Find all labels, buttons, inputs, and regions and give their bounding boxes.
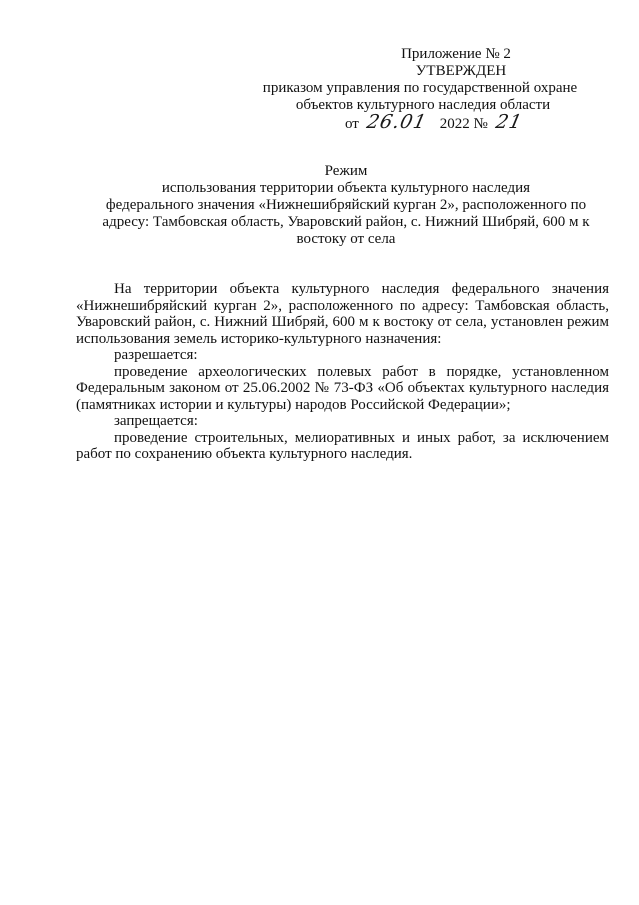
forbidden-label: запрещается:	[114, 413, 198, 429]
order-date-line	[345, 111, 525, 133]
title-line-1: Режим	[324, 163, 368, 179]
title-line-3: федерального значения «Нижнешибряйский курган 2», расположенного по	[105, 197, 587, 213]
handwritten-number: 21	[493, 111, 525, 133]
document-body	[76, 281, 609, 463]
order-line-1: приказом управления по государственной охране	[262, 80, 578, 96]
order-line-2: объектов культурного наследия области	[295, 97, 551, 113]
intro-paragraph: На территории объекта культурного наследия федерального значения «Нижнешибряйский курган 2», расположенного по адресу: Тамбовская область, Уваровский район, с. Нижний Шибряй, 600 м к востоку от села, установлен режим использования земель историко-культурного назначения:	[76, 281, 609, 347]
title-line-5: востоку от села	[296, 231, 396, 247]
date-prefix: от	[345, 116, 359, 132]
year-number-prefix: 2022 №	[439, 116, 488, 132]
appendix-number: Приложение № 2	[401, 46, 511, 62]
appendix-header	[255, 46, 585, 114]
forbidden-paragraph: проведение строительных, мелиоративных и иных работ, за исключением работ по сохранению объекта культурного наследия.	[76, 429, 609, 462]
allowed-label: разрешается:	[114, 347, 198, 363]
approved-label: УТВЕРЖДЕН	[415, 63, 507, 79]
title-line-2: использования территории объекта культурного наследия	[161, 180, 531, 196]
document-title	[96, 163, 596, 248]
allowed-paragraph: проведение археологических полевых работ в порядке, установленном Федеральным законом от 25.06.2002 № 73-ФЗ «Об объектах культурного наследия (памятниках истории и культуры) народов Российской Федерации»;	[76, 363, 609, 413]
handwritten-date: 26.01	[364, 111, 429, 133]
title-line-4: адресу: Тамбовская область, Уваровский район, с. Нижний Шибряй, 600 м к	[102, 214, 590, 230]
